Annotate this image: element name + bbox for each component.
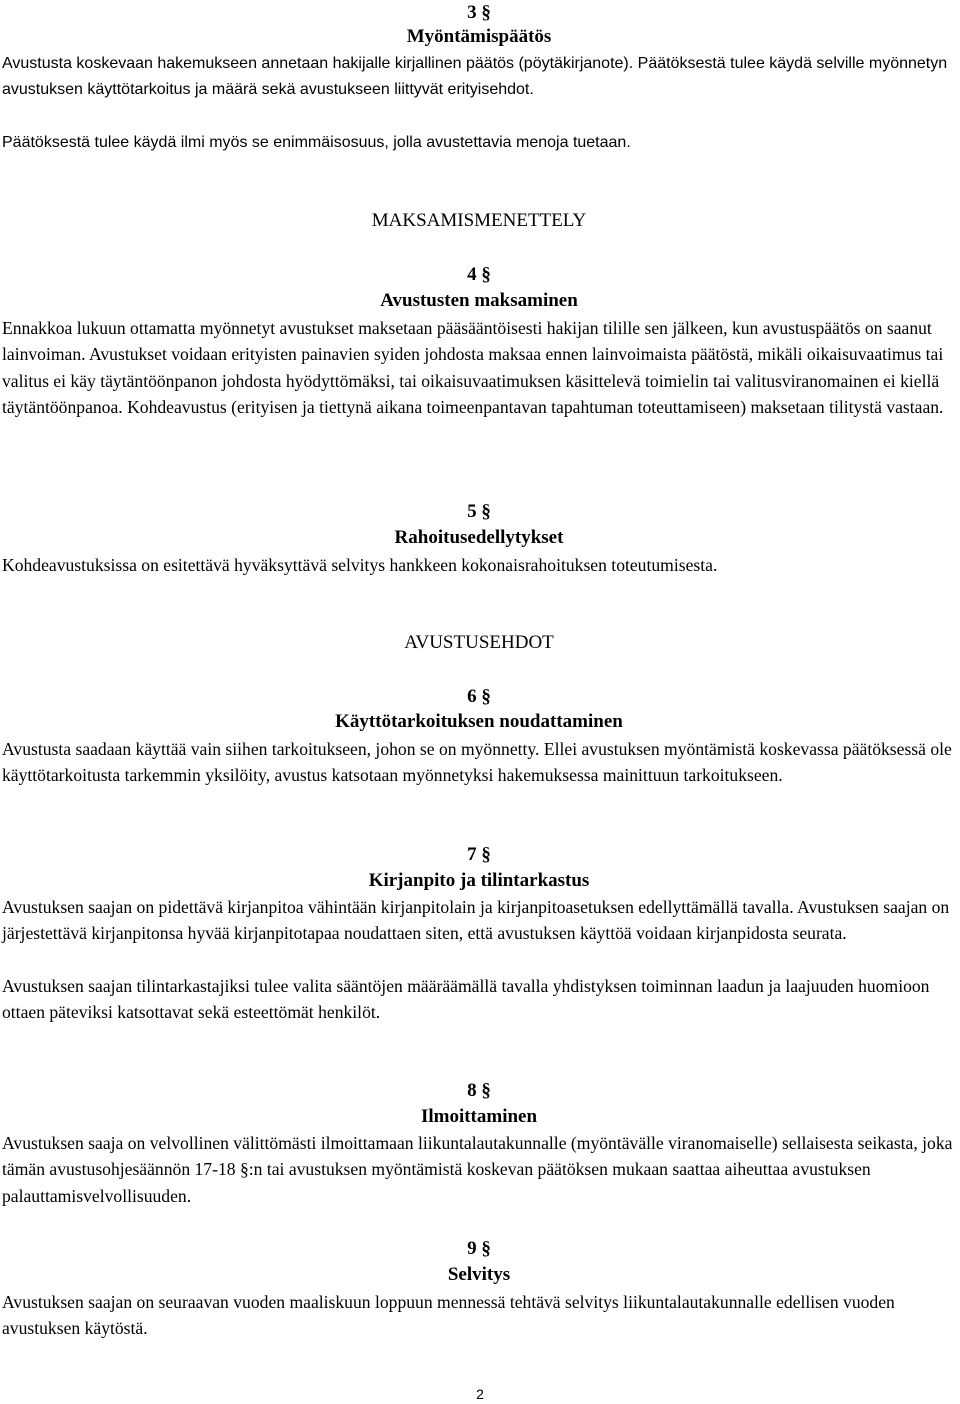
section-7-title: Kirjanpito ja tilintarkastus: [368, 870, 590, 891]
section-4-title: Avustusten maksaminen: [380, 290, 578, 311]
section-6-number: 6 §: [467, 686, 491, 707]
section-5-paragraph: Kohdeavustuksissa on esitettävä hyväksyttävä selvitys hankkeen kokonaisrahoituksen toteutumisesta.: [2, 555, 718, 575]
section-3-title: Myöntämispäätös: [406, 26, 552, 47]
section-8-number: 8 §: [467, 1080, 491, 1101]
section-6-paragraph: Avustusta saadaan käyttää vain siihen tarkoitukseen, johon se on myönnetty. Ellei avustuksen myöntämistä koskevassa päätöksessä ole käyttötarkoitusta tarkemmin yksilöity, avustus katsotaan myönnetyksi hakemuksessa mainittuun tarkoitukseen.: [2, 739, 952, 786]
section-5-number: 5 §: [467, 501, 491, 522]
section-8-paragraph: Avustuksen saaja on velvollinen välittömästi ilmoittamaan liikuntalautakunnalle (myöntävälle viranomaiselle) sellaisesta seikasta, joka tämän avustusohjesäännön 17-18 §:n tai avustuksen myöntämistä koskevan päätöksen mukaan saattaa aiheuttaa avustuksen palauttamisvelvollisuuden.: [2, 1133, 953, 1206]
section-5-title: Rahoitusedellytykset: [394, 527, 564, 548]
section-9-title: Selvitys: [447, 1264, 511, 1285]
heading-maksamismenettely: MAKSAMISMENETTELY: [371, 210, 587, 231]
section-9-number: 9 §: [467, 1238, 491, 1259]
section-7-paragraph-2: Avustuksen saajan tilintarkastajiksi tulee valita sääntöjen määräämällä tavalla yhdistyksen toiminnan laadun ja laajuuden huomioon ottaen päteviksi katsottavat sekä esteettömät henkilöt.: [2, 976, 930, 1023]
section-6-title: Käyttötarkoituksen noudattaminen: [335, 711, 623, 732]
section-3-paragraph-1: Avustusta koskevaan hakemukseen annetaan hakijalle kirjallinen päätös (pöytäkirjanote). Päätöksestä tulee käydä selville myönnetyn avustuksen käyttötarkoitus ja määrä sekä avustukseen liittyvät erityisehdot.: [2, 55, 948, 99]
section-7-paragraph-1: Avustuksen saajan on pidettävä kirjanpitoa vähintään kirjanpitolain ja kirjanpitoasetuksen edellyttämällä tavalla. Avustuksen saajan on järjestettävä kirjanpitonsa hyvää kirjanpitotapaa noudattaen siten, että avustuksen käyttöä voidaan kirjanpidosta seurata.: [2, 897, 950, 944]
section-8-title: Ilmoittaminen: [420, 1106, 538, 1127]
page-number: 2: [476, 1386, 484, 1402]
section-3-number: 3 §: [467, 2, 491, 23]
heading-avustusehdot: AVUSTUSEHDOT: [404, 632, 554, 653]
section-4-number: 4 §: [467, 264, 491, 285]
section-7-number: 7 §: [467, 844, 491, 865]
section-4-paragraph: Ennakkoa lukuun ottamatta myönnetyt avustukset maksetaan pääsääntöisesti hakijan tilille sen jälkeen, kun avustuspäätös on saanut lainvoiman. Avustukset voidaan erityisten painavien syiden johdosta maksaa ennen lainvoimaista päätöstä, mikäli oikaisuvaatimus tai valitus ei käy täytäntöönpanon johdosta hyödyttömäksi, tai oikaisuvaatimuksen käsittelevä toimielin tai valitusviranomainen ei kiellä täytäntöönpanoa. Kohdeavustus (erityisen ja tiettynä aikana toimeenpantavan tapahtuman toteuttamiseen) maksetaan tilitystä vastaan.: [2, 318, 944, 417]
section-9-paragraph: Avustuksen saajan on seuraavan vuoden maaliskuun loppuun mennessä tehtävä selvitys liikuntalautakunnalle edellisen vuoden avustuksen käytöstä.: [2, 1292, 895, 1339]
section-3-paragraph-2: Päätöksestä tulee käydä ilmi myös se enimmäisosuus, jolla avustettavia menoja tuetaan.: [2, 134, 631, 151]
